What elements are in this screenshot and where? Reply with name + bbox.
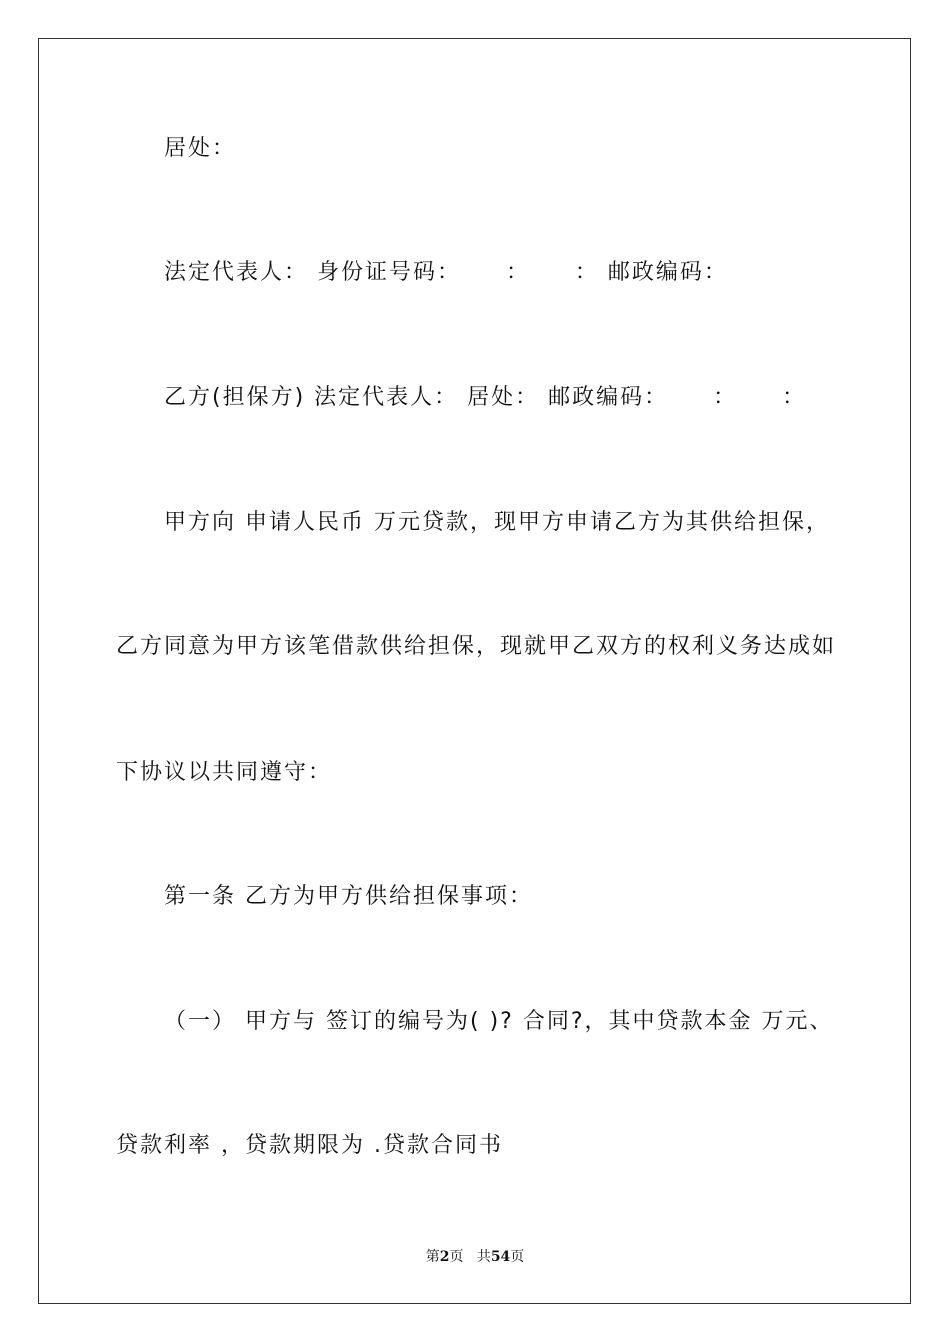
total-label-suffix: 页	[510, 1249, 525, 1265]
page-label-prefix: 第	[425, 1249, 440, 1265]
total-pages: 54	[490, 1249, 511, 1265]
text-line-legal-rep-a: 法定代表人： 身份证号码： ： ： 邮政编码：	[164, 260, 728, 285]
text-line-clause-1-cont: 贷款利率 ，贷款期限为 .贷款合同书	[116, 1133, 503, 1158]
text-line-residence: 居处：	[164, 136, 237, 161]
text-line-paragraph-1: 甲方向 申请人民币 万元贷款，现甲方申请乙方为其供给担保，	[164, 510, 830, 535]
page-frame	[38, 38, 911, 1304]
text-line-party-b: 乙方(担保方) 法定代表人： 居处： 邮政编码： ： ：	[164, 385, 807, 410]
text-line-paragraph-3: 下协议以共同遵守：	[116, 760, 333, 785]
total-label-prefix: 共	[476, 1249, 491, 1265]
text-line-article-1: 第一条 乙方为甲方供给担保事项：	[164, 884, 533, 909]
text-line-clause-1: （一） 甲方与 签订的编号为( )? 合同?，其中贷款本金 万元、	[164, 1009, 834, 1034]
page-footer	[0, 1247, 950, 1267]
page-number: 2	[439, 1249, 450, 1265]
page-label-suffix: 页	[449, 1249, 464, 1265]
text-line-paragraph-2: 乙方同意为甲方该笔借款供给担保，现就甲乙双方的权利义务达成如	[116, 634, 837, 659]
